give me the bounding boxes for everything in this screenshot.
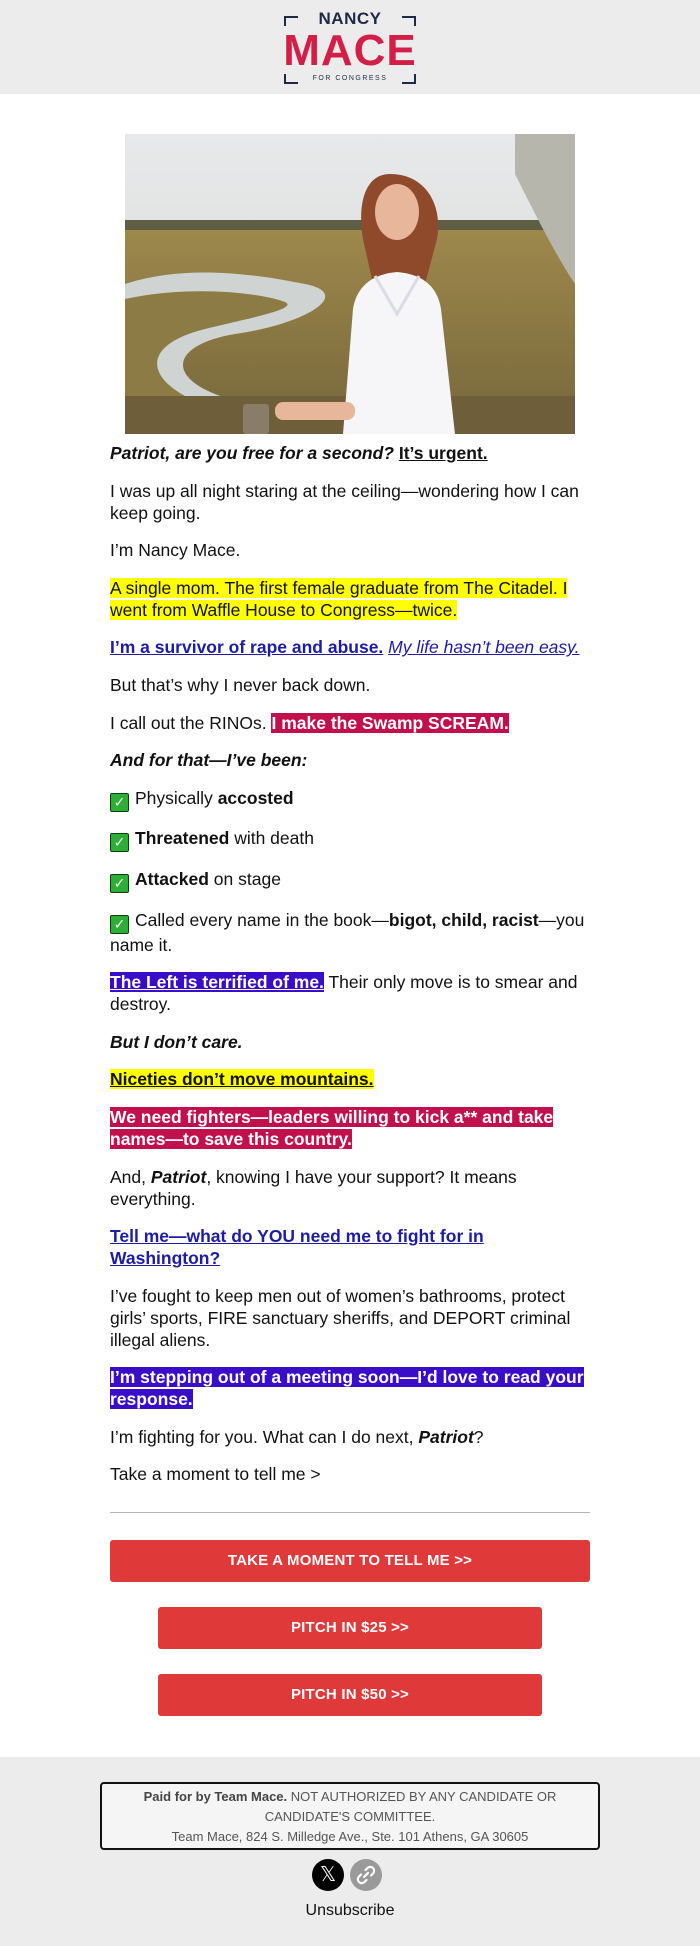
tell-me-button[interactable]: TAKE A MOMENT TO TELL ME >> — [110, 1540, 590, 1582]
not-authorized-text: NOT AUTHORIZED BY ANY CANDIDATE OR CANDIDATE'S COMMITTEE. — [264, 1789, 557, 1824]
meeting-line — [110, 1366, 590, 1410]
paragraph: But I don’t care. — [110, 1031, 243, 1052]
paid-for-text: Paid for by Team Mace. — [143, 1789, 288, 1804]
survivor-link-bold[interactable]: I’m a survivor of rape and abuse. — [110, 637, 384, 658]
survivor-link[interactable] — [110, 636, 590, 658]
divider — [110, 1512, 590, 1513]
unsubscribe-link[interactable]: Unsubscribe — [305, 1902, 395, 1919]
check-icon: ✓ — [110, 833, 129, 852]
left-terrified-line[interactable] — [110, 971, 590, 1015]
fight-for-line[interactable] — [110, 1225, 590, 1269]
check-icon: ✓ — [110, 874, 129, 893]
address-text: Team Mace, 824 S. Milledge Ave., Ste. 101 Athens, GA 30605 — [171, 1829, 529, 1844]
intro-question: Patriot, are you free for a second? — [110, 443, 394, 463]
pitch-in-25-button[interactable]: PITCH IN $25 >> — [158, 1607, 542, 1649]
list-item: ✓ Called every name in the book—bigot, child, racist—you name it. — [110, 909, 585, 955]
disclaimer-box — [100, 1782, 600, 1850]
x-social-icon[interactable]: 𝕏 — [312, 1859, 344, 1891]
list-item: ✓ Threatened with death — [110, 827, 590, 852]
left-terrified-link[interactable]: The Left is terrified of me. — [110, 972, 324, 993]
support-line: And, Patriot, knowing I have your support? It means everything. — [110, 1166, 517, 1209]
paragraph: But that’s why I never back down. — [110, 674, 371, 695]
list-intro: And for that—I’ve been: — [110, 750, 308, 771]
niceties-link[interactable]: Niceties don’t move mountains. — [110, 1069, 374, 1090]
tell-me-line: Take a moment to tell me > — [110, 1464, 321, 1485]
niceties-line[interactable] — [110, 1068, 590, 1090]
pitch-in-50-button[interactable]: PITCH IN $50 >> — [158, 1674, 542, 1716]
hero-photo-illustration — [125, 134, 575, 434]
intro-line — [110, 442, 590, 464]
urgent-text: It’s urgent. — [398, 443, 488, 463]
email-body — [110, 442, 590, 1501]
yellow-highlight-text: A single mom. The first female graduate from The Citadel. I went from Waffle House to Congress—twice. — [110, 577, 568, 620]
campaign-logo — [250, 10, 450, 86]
hero-photo — [125, 134, 575, 434]
check-icon: ✓ — [110, 915, 129, 934]
paragraph: I’ve fought to keep men out of women’s bathrooms, protect girls’ sports, FIRE sanctuary sheriffs, and DEPORT criminal illegal aliens. — [110, 1285, 571, 1350]
logo-tagline: FOR CONGRESS — [312, 75, 388, 82]
email-header — [0, 0, 700, 94]
swamp-scream-highlight: I make the Swamp SCREAM. — [271, 712, 509, 733]
rinos-line — [110, 712, 590, 734]
smear-text: Their only move is to smear and destroy. — [110, 972, 578, 1015]
check-icon: ✓ — [110, 793, 129, 812]
logo-first-name: NANCY — [318, 9, 382, 28]
paragraph: I was up all night staring at the ceiling—wondering how I can keep going. — [110, 480, 579, 523]
fight-for-link[interactable]: Tell me—what do YOU need me to fight for in Washington? — [110, 1226, 484, 1269]
paragraph: I’m Nancy Mace. — [110, 540, 241, 561]
link-icon[interactable] — [350, 1859, 382, 1891]
rinos-text: I call out the RINOs. — [110, 712, 267, 733]
list-item: ✓ Attacked on stage — [110, 868, 590, 893]
list-item: ✓ Physically accosted — [110, 787, 590, 812]
meeting-highlight: I’m stepping out of a meeting soon—I’d love to read your response. — [110, 1367, 584, 1410]
fighters-line — [110, 1106, 590, 1150]
email-footer — [0, 1757, 700, 1946]
fighting-line: I’m fighting for you. What can I do next, Patriot? — [110, 1426, 484, 1447]
paragraph-highlighted — [110, 577, 590, 621]
survivor-link-italic[interactable]: My life hasn’t been easy. — [388, 637, 580, 658]
fighters-highlight: We need fighters—leaders willing to kick a** and take names—to save this country. — [110, 1106, 554, 1149]
logo-last-name: MACE — [283, 26, 417, 75]
